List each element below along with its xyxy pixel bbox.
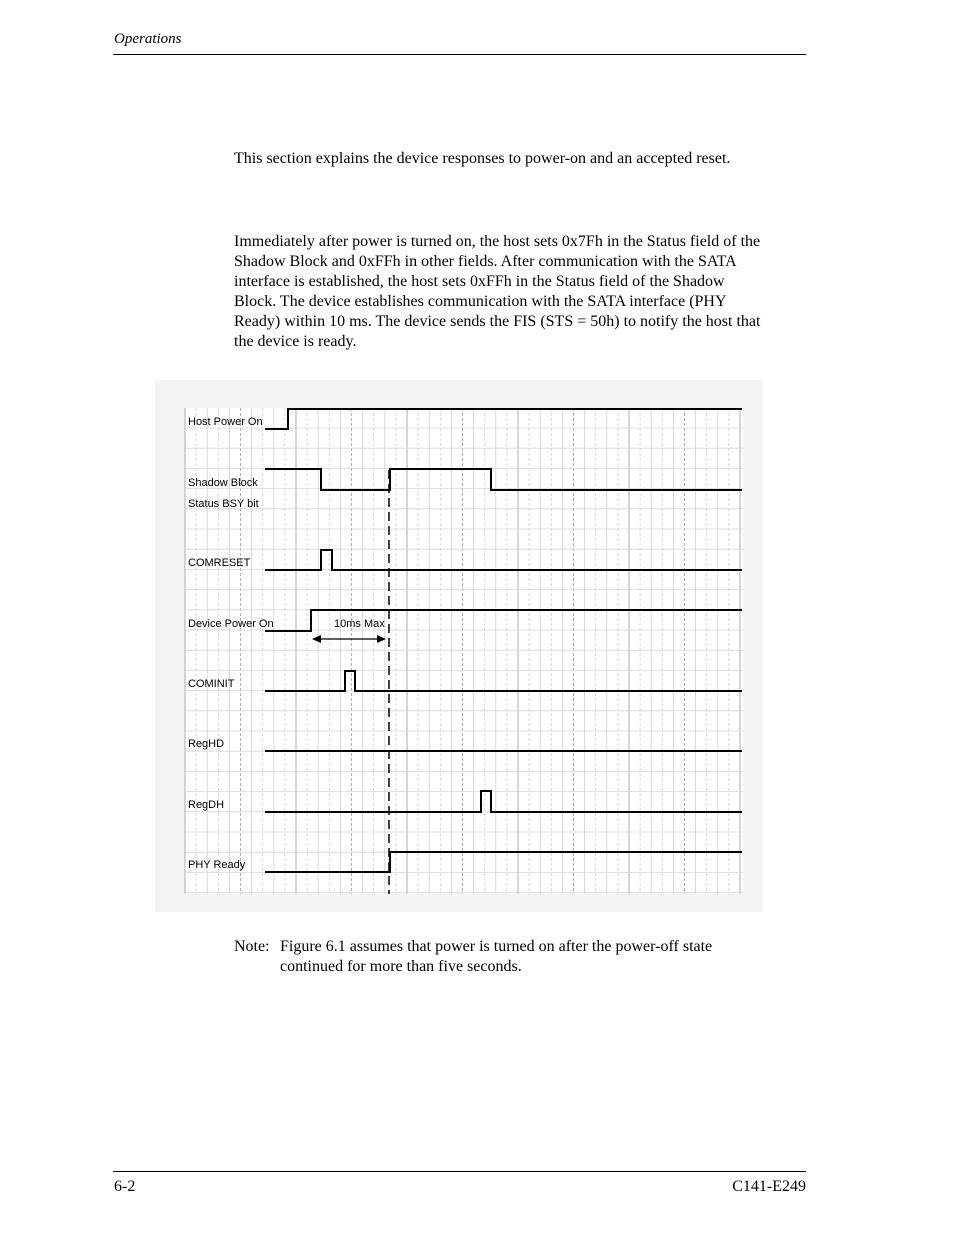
body-line: Immediately after power is turned on, the host sets 0x7Fh in the Status field of the xyxy=(234,233,761,250)
timing-diagram xyxy=(155,380,763,912)
note-label: Note: xyxy=(234,938,270,955)
running-header: Operations xyxy=(114,31,182,47)
label-regdh: RegDH xyxy=(188,799,225,811)
note-line: continued for more than five seconds. xyxy=(280,958,522,975)
body-line: Ready) within 10 ms. The device sends the FIS (STS = 50h) to notify the host that xyxy=(234,313,761,330)
label-phy-ready: PHY Ready xyxy=(188,859,246,871)
intro-paragraph xyxy=(234,149,809,169)
label-host-power-on: Host Power On xyxy=(188,416,263,428)
label-reghd: RegHD xyxy=(188,738,225,750)
power-on-paragraph xyxy=(234,232,809,352)
note-line: Figure 6.1 assumes that power is turned on after the power-off state xyxy=(280,938,713,955)
footer-rule xyxy=(113,1171,806,1172)
page-number: 6-2 xyxy=(114,1178,136,1195)
label-comreset: COMRESET xyxy=(188,557,251,569)
label-shadow-block: Shadow Block xyxy=(188,477,258,489)
body-line: interface is established, the host sets 0xFFh in the Status field of the Shadow xyxy=(234,273,725,290)
body-line: Block. The device establishes communication with the SATA interface (PHY xyxy=(234,293,727,310)
body-line: the device is ready. xyxy=(234,333,357,350)
header-rule xyxy=(113,54,806,55)
timing-annotation: 10ms Max xyxy=(334,618,385,630)
label-cominit: COMINIT xyxy=(188,678,235,690)
note-body xyxy=(280,937,712,977)
document-id: C141-E249 xyxy=(732,1178,806,1195)
diagram-area xyxy=(185,408,743,894)
body-line: Shadow Block and 0xFFh in other fields. After communication with the SATA xyxy=(234,253,737,270)
label-status-bsy-bit: Status BSY bit xyxy=(188,498,259,510)
label-device-power-on: Device Power On xyxy=(188,618,274,630)
intro-text: This section explains the device responses to power-on and an accepted reset. xyxy=(234,150,731,167)
